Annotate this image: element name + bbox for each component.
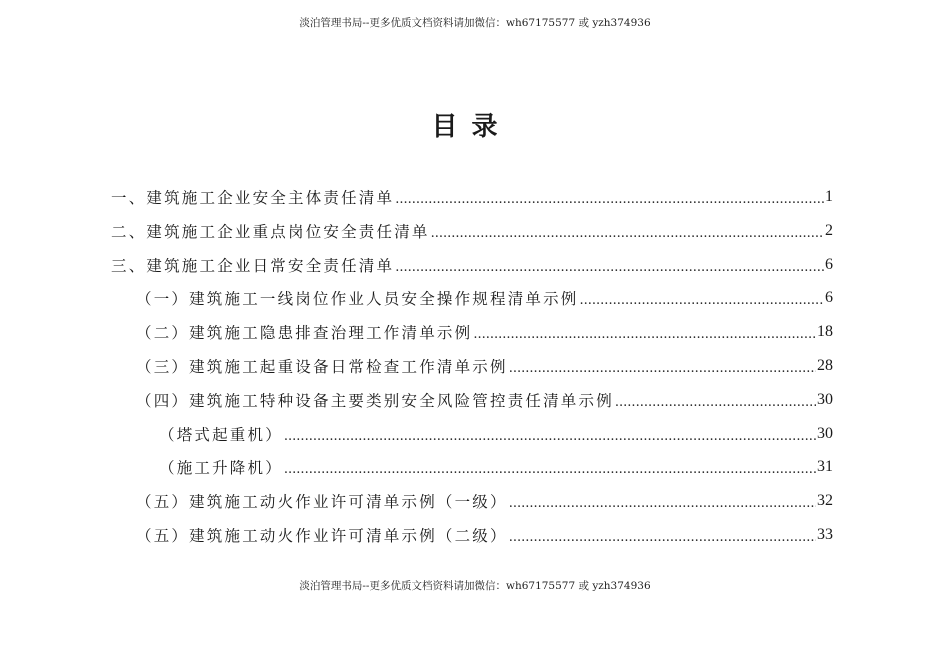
toc-item-label: （五）建筑施工动火作业许可清单示例（一级）: [136, 493, 508, 511]
toc-item-1[interactable]: [111, 180, 833, 214]
toc-dot-leader: [284, 462, 816, 477]
toc-item-3[interactable]: [111, 248, 833, 282]
toc-item-page: 18: [817, 323, 833, 340]
toc-dot-leader: [580, 293, 824, 308]
toc-item-3-4-b[interactable]: [159, 450, 833, 484]
toc-item-3-5-a[interactable]: [136, 484, 833, 518]
toc-item-label: （一）建筑施工一线岗位作业人员安全操作规程清单示例: [136, 290, 579, 308]
toc-item-label: （二）建筑施工隐患排查治理工作清单示例: [136, 324, 473, 342]
toc-item-3-4[interactable]: [136, 383, 833, 417]
toc-item-2[interactable]: [111, 214, 833, 248]
toc-item-label: （施工升降机）: [159, 459, 283, 477]
toc-item-3-4-a[interactable]: [159, 417, 833, 451]
toc-item-page: 1: [825, 188, 833, 205]
toc-item-label: （塔式起重机）: [159, 426, 283, 444]
toc-item-3-3[interactable]: [136, 349, 833, 383]
toc-dot-leader: [395, 260, 824, 275]
toc-dot-leader: [431, 226, 824, 241]
toc-item-3-2[interactable]: [136, 315, 833, 349]
toc-item-label: 二、建筑施工企业重点岗位安全责任清单: [111, 223, 430, 241]
toc-item-page: 33: [817, 526, 833, 543]
toc-dot-leader: [284, 429, 816, 444]
toc-dot-leader: [395, 192, 824, 207]
footer-watermark: 淡泊管理书局--更多优质文档资料请加微信：wh67175577 或 yzh374936: [299, 580, 651, 592]
toc-item-page: 30: [817, 391, 833, 408]
toc-item-label: （四）建筑施工特种设备主要类别安全风险管控责任清单示例: [136, 392, 614, 410]
toc-item-page: 28: [817, 357, 833, 374]
toc-item-label: （三）建筑施工起重设备日常检查工作清单示例: [136, 358, 508, 376]
toc-item-page: 6: [825, 256, 833, 273]
header-watermark: 淡泊管理书局--更多优质文档资料请加微信：wh67175577 或 yzh374936: [299, 17, 651, 29]
toc-dot-leader: [509, 361, 816, 376]
toc-item-label: 三、建筑施工企业日常安全责任清单: [111, 257, 395, 275]
toc-dot-leader: [509, 530, 816, 545]
toc-item-3-5-b[interactable]: [136, 518, 833, 552]
page-title: 目录: [431, 112, 512, 142]
toc-item-label: （五）建筑施工动火作业许可清单示例（二级）: [136, 527, 508, 545]
toc-item-page: 32: [817, 492, 833, 509]
toc-item-page: 2: [825, 222, 833, 239]
toc-item-label: 一、建筑施工企业安全主体责任清单: [111, 189, 395, 207]
toc-item-page: 31: [817, 458, 833, 475]
toc-item-3-1[interactable]: [136, 281, 833, 315]
toc-item-page: 30: [817, 425, 833, 442]
toc-dot-leader: [615, 395, 816, 410]
toc-item-page: 6: [825, 289, 833, 306]
toc-dot-leader: [509, 496, 816, 511]
toc-dot-leader: [473, 327, 816, 342]
